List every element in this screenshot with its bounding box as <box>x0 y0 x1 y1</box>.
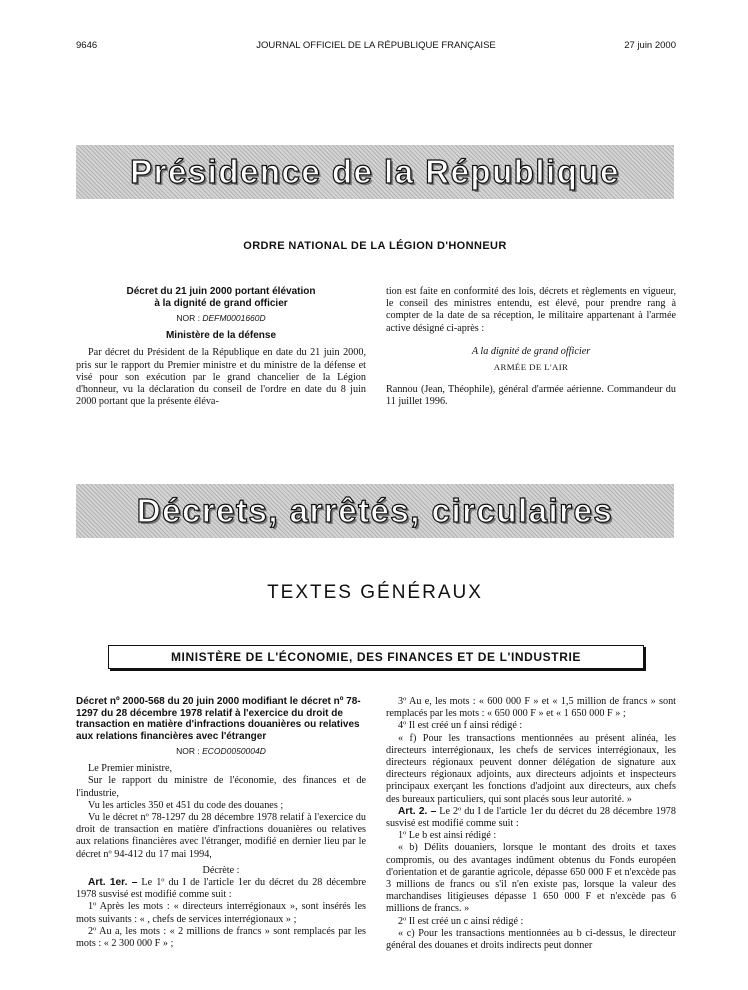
decree1-person: Rannou (Jean, Théophile), général d'armée aérienne. Commandeur du 11 juillet 1996. <box>386 384 676 408</box>
decree1-ministry: Ministère de la défense <box>165 330 277 342</box>
decree1-nor-code: DEFM0001660D <box>202 313 266 323</box>
issue-date: 27 juin 2000 <box>624 40 676 51</box>
decree2-art1 <box>76 877 366 901</box>
decree2-decrete: Décrète : <box>202 864 240 876</box>
decree1-right-column <box>386 286 676 409</box>
ministry-box: MINISTÈRE DE L'ÉCONOMIE, DES FINANCES ET DE L'INDUSTRIE <box>108 645 644 669</box>
decree2-art2 <box>386 806 676 830</box>
decree2-nor-label: NOR : <box>176 746 200 756</box>
decree2-art1-label: Art. 1er. – <box>88 877 138 889</box>
decree1-nor-label: NOR : <box>176 313 200 323</box>
decree1-dignity: A la dignité de grand officier <box>471 345 591 357</box>
decree2-p1: Le Premier ministre, <box>88 763 173 775</box>
decree1-army: ARMÉE DE L'AIR <box>493 362 569 373</box>
presidence-banner <box>76 145 674 199</box>
decree1-body-right: tion est faite en conformité des lois, décrets et règlements en vigueur, le conseil des ministres entendu, est élevé, pour prendre rang à compter de la date de sa réception, le militaire appartenant à l'armée active désigné ci-après : <box>386 286 676 334</box>
decree2-p2: Sur le rapport du ministre de l'économie, des finances et de l'industrie, <box>76 775 366 799</box>
decree2-p4: Vu le décret nº 78-1297 du 28 décembre 1978 relatif à l'exercice du droit de transaction en matière d'infractions douanières ou relatives aux relations financières avec l'étranger, modifié en dernier lieu par le décret nº 94-412 du 17 mai 1994, <box>76 812 366 860</box>
decree2-left-column <box>76 696 366 950</box>
decree2-title: Décret nº 2000-568 du 20 juin 2000 modifiant le décret nº 78-1297 du 28 décembre 1978 relatif à l'exercice du droit de transaction en matière d'infractions douanières ou relatives aux relations financières avec l'étranger <box>76 696 361 742</box>
decree2-art1-text: Le 1º du I de l'article 1er du décret du 28 décembre 1978 susvisé est modifié comme suit : <box>76 877 367 901</box>
decree1-title-line2: à la dignité de grand officier <box>154 297 288 309</box>
journal-title: JOURNAL OFFICIEL DE LA RÉPUBLIQUE FRANÇAISE <box>256 40 496 51</box>
decree2-p6: 2º Au a, les mots : « 2 millions de francs » sont remplacés par les mots : « 2 300 000 F » ; <box>76 925 366 950</box>
presidence-banner-text: Présidence de la République <box>130 153 620 190</box>
order-title: ORDRE NATIONAL DE LA LÉGION D'HONNEUR <box>243 240 507 252</box>
decree1-body-left: Par décret du Président de la République en date du 21 juin 2000, pris sur le rapport du Premier ministre et du ministre de la défense et visé pour son exécution par le grand chancelier de la Légion d'honneur, vu la déclaration du conseil de l'ordre en date du 8 juin 2000 portant que la présente éléva- <box>76 347 366 408</box>
decree1-nor <box>76 312 366 324</box>
decree2-r5: « b) Délits douaniers, lorsque le montant des droits et taxes compromis, ou des avantages indûment obtenus du Fonds européen d'orientation et de garantie agricole, dépasse 650 000 F et n'excède pas 3 millions de francs ou s'il n'en existe pas, lorsque la valeur des marchandises litigieuses dépasse 1 650 000 F et n'excède pas 6 millions de francs. » <box>386 842 676 915</box>
section-title: TEXTES GÉNÉRAUX <box>267 582 483 603</box>
decree2-p3: Vu les articles 350 et 451 du code des douanes ; <box>88 799 284 811</box>
decree2-r2: 4º Il est créé un f ainsi rédigé : <box>398 720 523 732</box>
decree2-right-column <box>386 696 676 952</box>
page-number: 9646 <box>76 40 98 51</box>
decree2-art2-text: Le 2º du I de l'article 1er du décret du 28 décembre 1978 susvisé est modifié comme suit : <box>386 805 676 830</box>
decree2-r1: 3º Au e, les mots : « 600 000 F » et « 1,5 million de francs » sont remplacés par les mots : « 650 000 F » et « 1 650 000 F » ; <box>386 696 676 720</box>
decree2-r3: « f) Pour les transactions mentionnées au présent alinéa, les directeurs interrégionaux, les chefs de services interrégionaux, les directeurs régionaux peuvent donner délégation de signature aux directeurs régionaux adjoints, aux directeurs adjoints et inspecteurs principaux exerçant les fonctions d'adjoint aux directeurs, aux chefs des bureaux particuliers, qui sont placés sous leur autorité. » <box>386 732 676 805</box>
decree2-r6: 2º Il est créé un c ainsi rédigé : <box>398 915 524 927</box>
decree1-title-line1: Décret du 21 juin 2000 portant élévation <box>126 286 316 297</box>
decree2-art2-label: Art. 2. – <box>398 805 437 817</box>
decree2-r7: « c) Pour les transactions mentionnées au b ci-dessus, le directeur général des douanes et droits indirects peut donner <box>386 927 676 952</box>
decree2-nor <box>76 745 366 757</box>
decrets-banner-text: Décrets, arrêtés, circulaires <box>136 492 614 529</box>
decrets-banner <box>76 484 674 538</box>
decree2-r4: 1º Le b est ainsi rédigé : <box>398 830 497 842</box>
running-head <box>76 40 676 54</box>
decree2-p5: 1º Après les mots : « directeurs interrégionaux », sont insérés les mots suivants : « , chefs de services interrégionaux » ; <box>76 901 366 925</box>
decree1-left-column <box>76 286 366 408</box>
decree2-nor-code: ECOD0050004D <box>202 746 266 756</box>
